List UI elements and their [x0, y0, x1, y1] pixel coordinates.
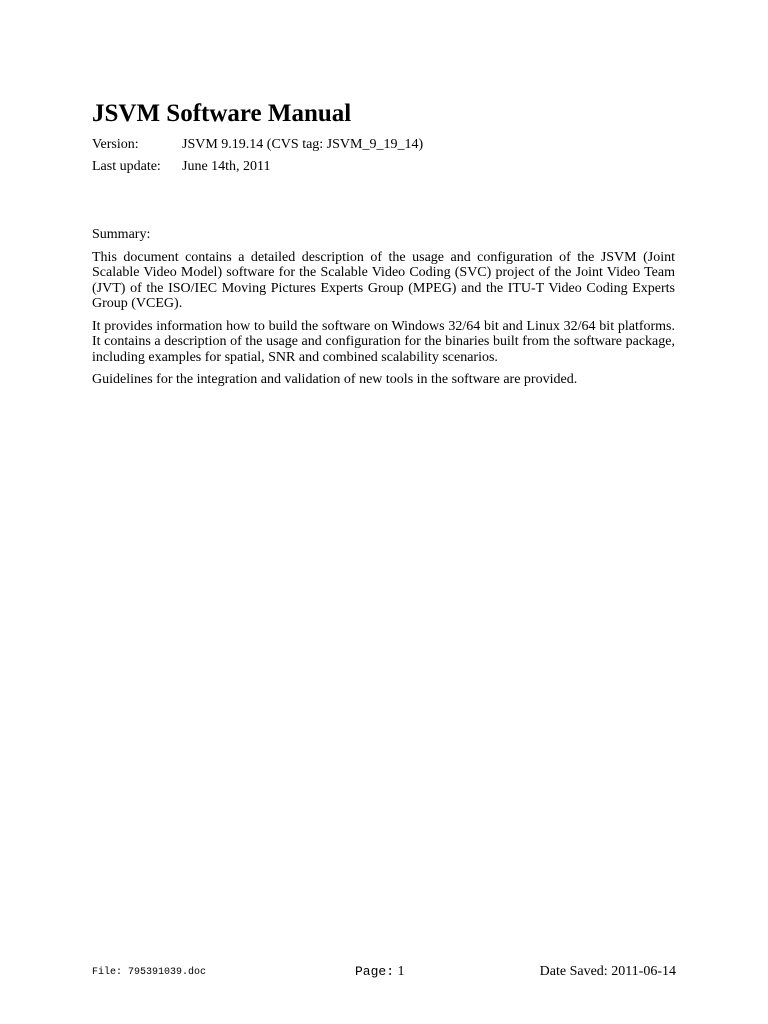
footer-page-label: Page: [355, 964, 395, 979]
footer-page-value: 1 [397, 964, 405, 979]
last-update-label: Last update: [92, 159, 161, 174]
footer-date-saved: Date Saved: 2011-06-14 [539, 964, 676, 979]
version-value: JSVM 9.19.14 (CVS tag: JSVM_9_19_14) [182, 137, 424, 152]
last-update-value: June 14th, 2011 [182, 159, 271, 174]
version-row [92, 136, 423, 153]
document-title: JSVM Software Manual [92, 100, 352, 127]
page-footer [92, 962, 676, 982]
summary-paragraph: This document contains a detailed description of the usage and configuration of the JSVM (Joint Scalable Video Model) software for the Scalable Video Coding (SVC) project of the Joint Video Team (JVT) of the ISO/IEC Moving Pictures Experts Group (MPEG) and the ITU-T Video Coding Experts Group (VCEG). [92, 249, 675, 311]
last-update-row [92, 158, 271, 175]
summary-paragraph: Guidelines for the integration and validation of new tools in the software are provided. [92, 372, 578, 387]
summary-heading: Summary: [92, 227, 151, 242]
summary-paragraph: It provides information how to build the software on Windows 32/64 bit and Linux 32/64 bit platforms. It contains a description of the usage and configuration for the binaries built from the software package, including examples for spatial, SNR and combined scalability scenarios. [92, 318, 675, 365]
footer-page-number [355, 963, 405, 980]
footer-file-name: File: 795391039.doc [92, 967, 207, 978]
summary-section [92, 227, 675, 395]
version-label: Version: [92, 137, 139, 152]
